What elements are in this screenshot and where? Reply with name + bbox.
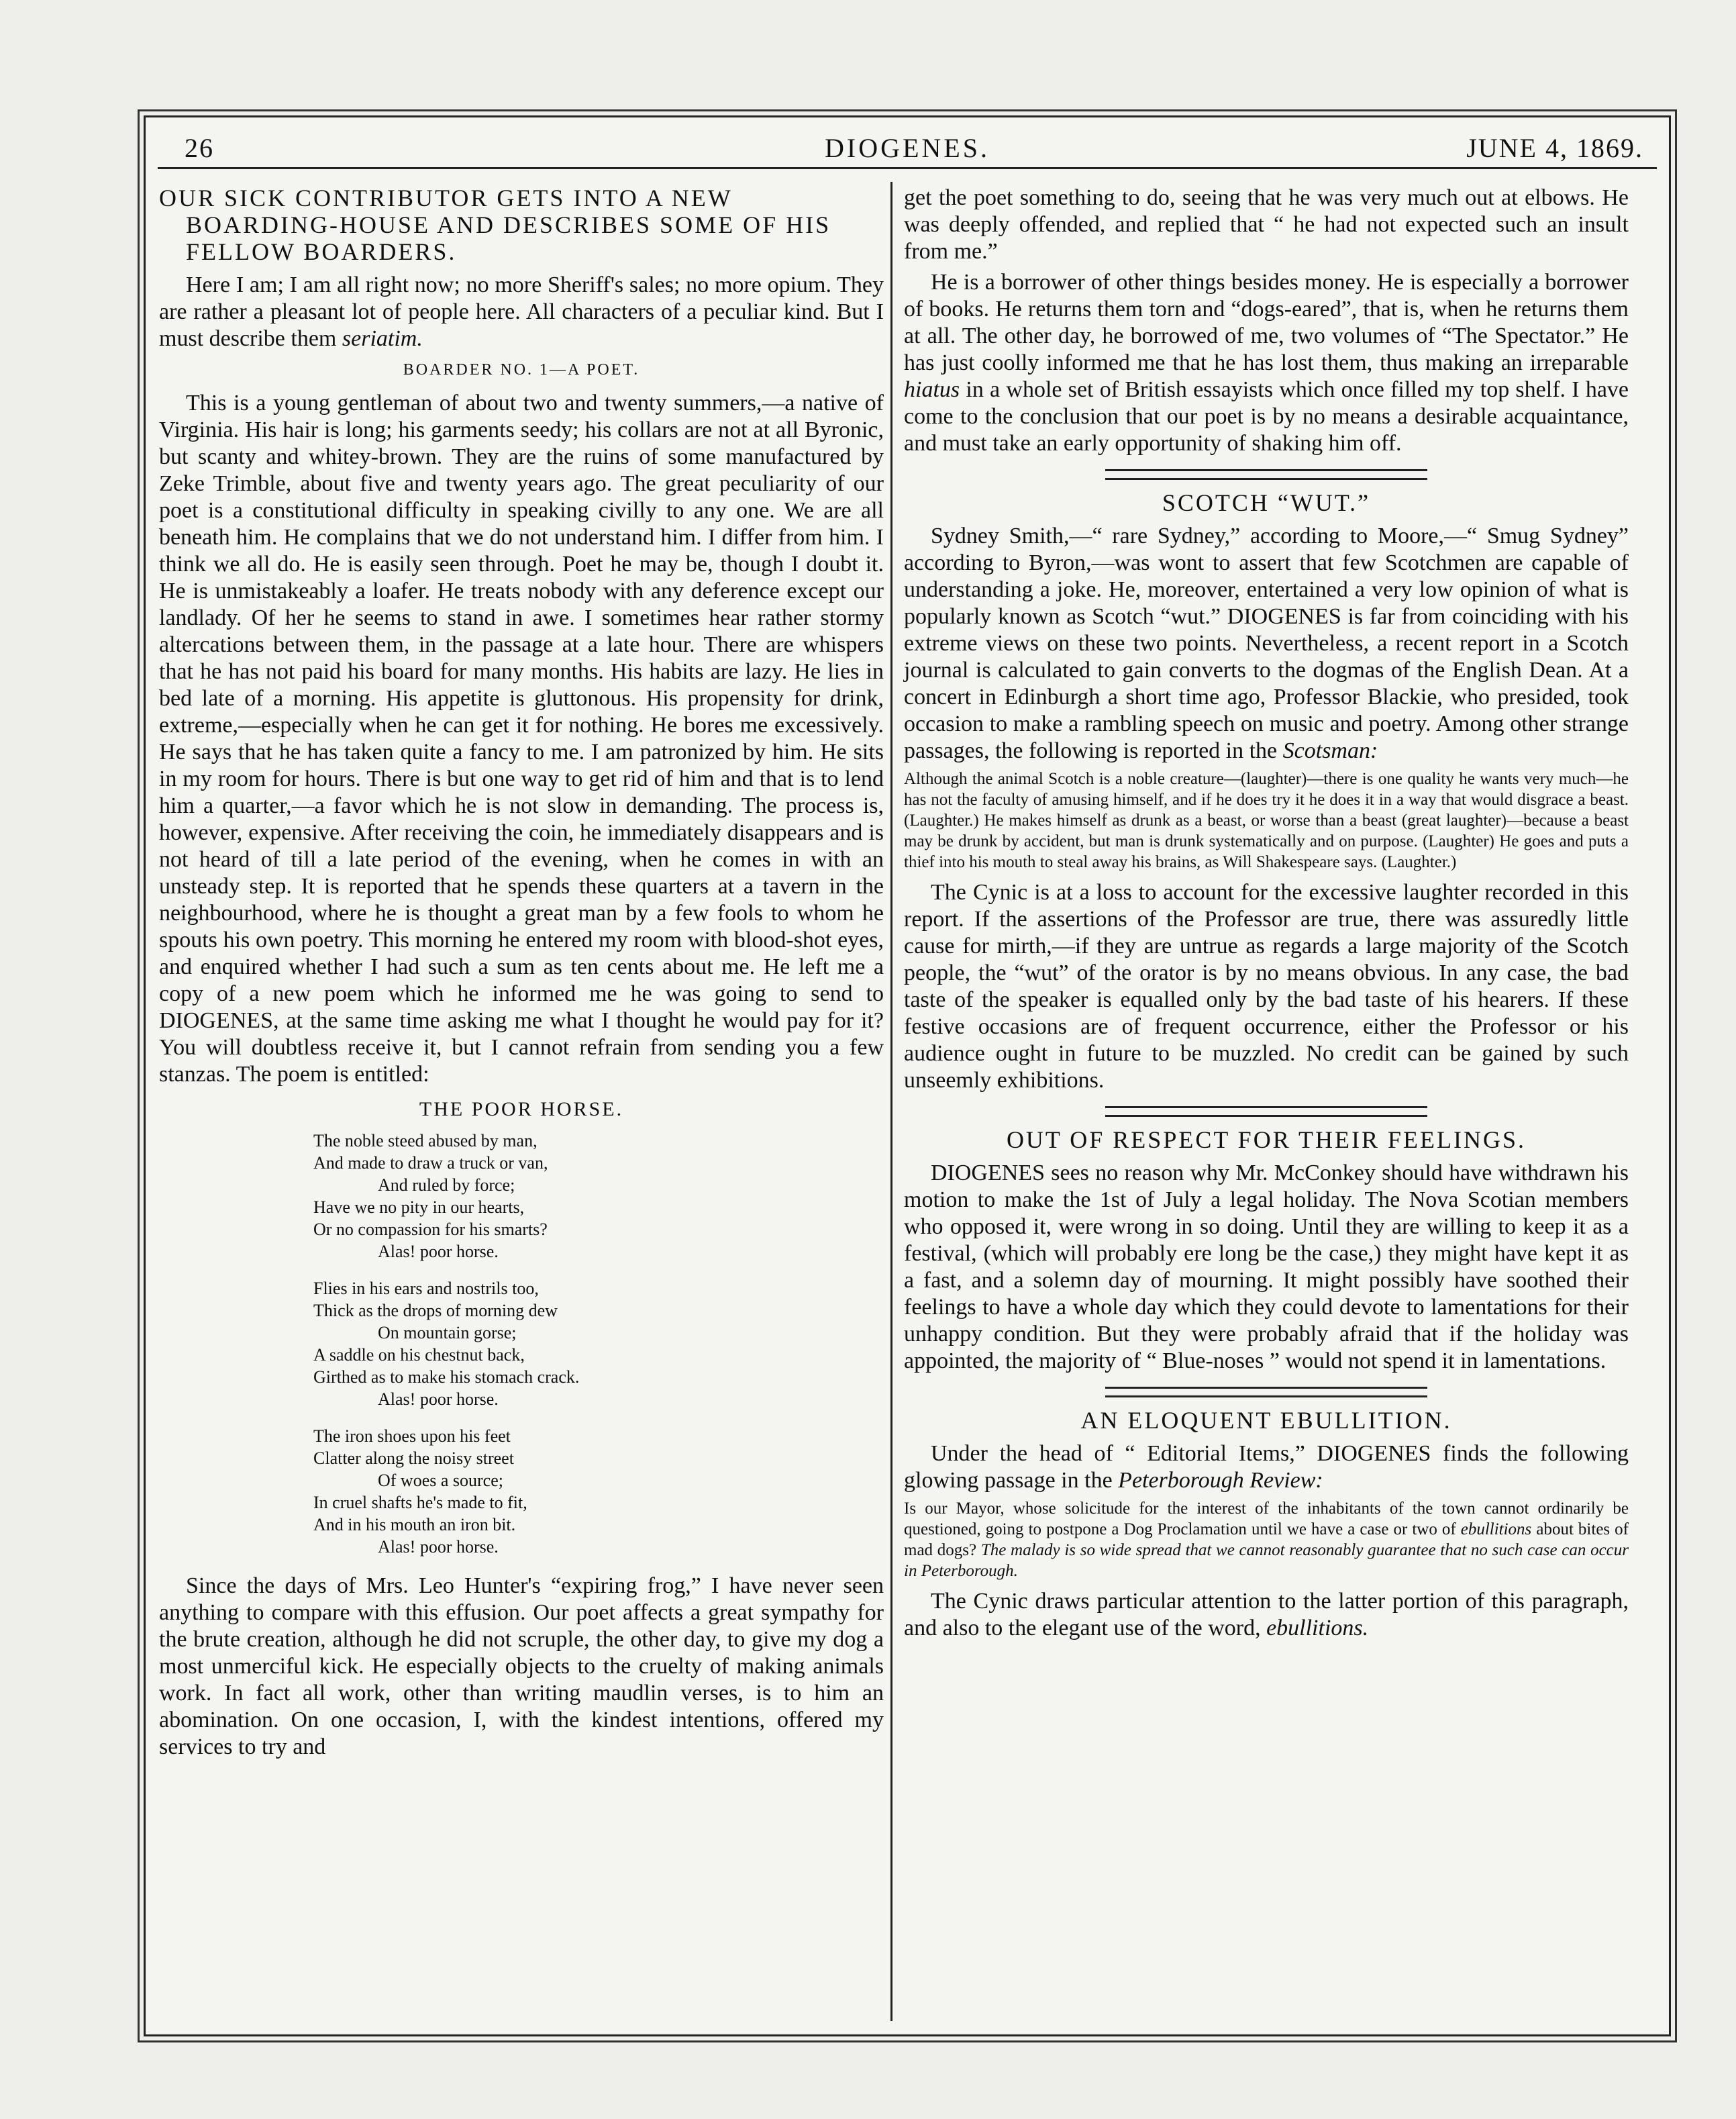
poem-title: THE POOR HORSE. — [419, 1098, 624, 1120]
poem-line: Have we no pity in our hearts, — [313, 1197, 525, 1217]
article-paragraph — [904, 269, 1629, 457]
paragraph-emphasis: seriatim. — [342, 326, 423, 351]
quote-text: Is our Mayor, whose solicitude for the interest of the inhabitants of the town cannot ordinarily be questioned, going to postpone a Dog Proclamation until we have a case or two of — [904, 1499, 1629, 1538]
poem-line: A saddle on his chestnut back, — [313, 1345, 525, 1365]
column-divider — [890, 182, 892, 2021]
page-frame — [144, 115, 1671, 2036]
poem-stanza-2 — [159, 1277, 884, 1410]
article-title-scotch-wut: SCOTCH “WUT.” — [1162, 489, 1371, 516]
page-number: 26 — [185, 133, 214, 163]
poem-stanza-3 — [159, 1425, 884, 1558]
issue-date: JUNE 4, 1869. — [1466, 133, 1643, 163]
paragraph-text: Under the head of “ Editorial Items,” DIOGENES finds the following glowing passage in the — [904, 1441, 1629, 1493]
paragraph-emphasis: Peterborough Review: — [1118, 1468, 1323, 1493]
poem-line: The noble steed abused by man, — [313, 1131, 538, 1150]
paragraph-text: in a whole set of British essayists which once filled my top shelf. I have come to the conclusion that our poet is by no means a desirable acquaintance, and must take an early opportunity of shaking him off. — [904, 377, 1629, 456]
poem-line: On mountain gorse; — [378, 1323, 517, 1342]
poem-line: Or no compassion for his smarts? — [313, 1220, 548, 1239]
article-paragraph — [904, 1588, 1629, 1642]
article-paragraph: DIOGENES sees no reason why Mr. McConkey should have withdrawn his motion to make the 1st of July a legal holiday. The Nova Scotian members who opposed it, were wrong in so doing. Until they are willing to keep it as a festival, (which will probably ere long be the case,) they might have kept it as a fast, and a solemn day of mourning. It might possibly have soothed their feelings to have a whole day which they could devote to lamentations for their unhappy condition. But they were probably afraid that if the holiday was appointed, the majority of “ Blue-noses ” would not spend it in lamentations. — [904, 1161, 1629, 1373]
article-paragraph: get the poet something to do, seeing that he was very much out at elbows. He was deeply offended, and replied that “ he had not expected such an insult from me.” — [904, 185, 1629, 264]
poem-line: Girthed as to make his stomach crack. — [313, 1367, 580, 1387]
article-paragraph: The Cynic is at a loss to account for the excessive laughter recorded in this report. If the assertions of the Professor are true, there was assuredly little cause for mirth,—if they are untrue as regards a large majority of the Scotch people, the “wut” of the orator is by no means obvious. In any case, the bad taste of the speaker is equalled only by the bad taste of his hearers. If these festive occasions are of frequent occurrence, either the Professor or his audience ought in future to be muzzled. No credit can be gained by such unseemly exhibitions. — [904, 880, 1629, 1093]
block-quote — [904, 1498, 1629, 1581]
section-rule — [1105, 469, 1427, 480]
masthead — [158, 127, 1657, 169]
poem-line: And in his mouth an iron bit. — [313, 1515, 516, 1534]
paragraph-text: The Cynic draws particular attention to the latter portion of this paragraph, and also to the elegant use of the word, — [904, 1589, 1629, 1640]
paragraph-emphasis: ebullitions. — [1266, 1616, 1369, 1640]
article-paragraph: This is a young gentleman of about two and twenty summers,—a native of Virginia. His hair is long; his garments seedy; his collars are not at all Byronic, but scanty and whitey-brown. They are the ruins of some manufactured by Zeke Trimble, about five and twenty years ago. The great peculiarity of our poet is a constitutional difficulty in speaking civilly to any one. We are all beneath him. He complains that we do not understand him. I differ from him. I think we all do. He is easily seen through. Poet he may be, though I doubt it. He is unmistakeably a loafer. He treats nobody with any deference except our landlady. Of her he seems to stand in awe. I sometimes hear rather stormy altercations between them, in the passage at a late hour. There are whispers that he has not paid his board for many months. His habits are lazy. He lies in bed late of a morning. His appetite is gluttonous. His propensity for drink, extreme,—especially when he can get it for nothing. He bores me excessively. He says that he has taken quite a fancy to me. I am patronized by him. He sits in my room for hours. There is but one way to get rid of him and that is to lend him a quarter,—a favor which he is not slow in demanding. The process is, however, expensive. After receiving the coin, he immediately disappears and is not heard of till a late period of the evening, when he comes in with an unsteady step. It is reported that he spends these quarters at a tavern in the neighbourhood, where he is thought a great man by a few fools to whom he spouts his own poetry. This morning he entered my room with blood-shot eyes, and enquired whether I had such a sum as ten cents about me. He left me a copy of a new poem which he informed me he was going to send to DIOGENES, at the same time asking me what I thought he would pay for it? You will doubtless receive it, but I cannot refrain from sending you a few stanzas. The poem is entitled: — [159, 391, 884, 1087]
article-title-respect-feelings: OUT OF RESPECT FOR THEIR FEELINGS. — [1006, 1126, 1527, 1153]
paragraph-text: Sydney Smith,—“ rare Sydney,” according to Moore,—“ Smug Sydney” according to Byron,—was wont to assert that few Scotchmen are capable of understanding a joke. He, moreover, entertained a very low opinion of what is popularly known as Scotch “wut.” DIOGENES is far from coinciding with his extreme views on these two points. Nevertheless, a recent report in a Scotch journal is calculated to gain converts to the dogmas of the English Dean. At a concert in Edinburgh a short time ago, Professor Blackie, who presided, took occasion to make a rambling speech on music and poetry. Among other strange passages, the following is reported in the — [904, 524, 1629, 763]
poem-stanza-1 — [159, 1130, 884, 1263]
block-quote: Although the animal Scotch is a noble creature—(laughter)—there is one quality he wants very much—he has not the faculty of amusing himself, and if he does try it he does it in a way that would disgrace a beast. (Laughter.) He makes himself as drunk as a beast, or worse than a beast (great laughter)—because a beast may be drunk by accident, but man is drunk systematically and on purpose. (Laughter) He goes and puts a thief into his mouth to steal away his brains, as Will Shakespeare says. (Laughter.) — [904, 770, 1629, 871]
paragraph-text: Here I am; I am all right now; no more Sheriff's sales; no more opium. They are rather a pleasant lot of people here. All characters of a peculiar kind. But I must describe them — [159, 273, 884, 351]
poem-line: Flies in his ears and nostrils too, — [313, 1279, 539, 1298]
publication-title: DIOGENES. — [825, 133, 990, 163]
article-paragraph: Since the days of Mrs. Leo Hunter's “expiring frog,” I have never seen anything to compare with this effusion. Our poet affects a great sympathy for the brute creation, although he did not scruple, the other day, to give my dog a most unmerciful kick. He especially objects to the cruelty of making animals work. In fact all work, other than writing maudlin verses, is to him an abomination. On one occasion, I, with the kindest intentions, offered my services to try and — [159, 1573, 884, 1759]
article-paragraph — [159, 272, 884, 352]
poem-line: Alas! poor horse. — [378, 1537, 499, 1557]
right-column — [904, 185, 1629, 1646]
poem-line: Of woes a source; — [378, 1471, 503, 1490]
quote-emphasis: ebullitions — [1460, 1520, 1532, 1538]
paragraph-emphasis: hiatus — [904, 377, 960, 402]
article-title-sick-contributor: OUR SICK CONTRIBUTOR GETS INTO A NEW BOARDING-HOUSE AND DESCRIBES SOME OF HIS FELLOW BOARDERS. — [159, 185, 831, 265]
poem-line: The iron shoes upon his feet — [313, 1426, 511, 1446]
poem-line: In cruel shafts he's made to fit, — [313, 1493, 527, 1512]
poem-line: Clatter along the noisy street — [313, 1448, 514, 1468]
poem-line: And ruled by force; — [378, 1175, 515, 1195]
article-paragraph — [904, 1440, 1629, 1494]
quote-text: about bites of mad dogs? — [904, 1520, 1629, 1559]
poem-line: And made to draw a truck or van, — [313, 1153, 548, 1173]
paragraph-emphasis: Scotsman: — [1282, 738, 1378, 763]
paragraph-text: He is a borrower of other things besides money. He is especially a borrower of books. He returns them torn and “dogs-eared”, that is, when he returns them at all. The other day, he borrowed of me, two volumes of “The Spectator.” He has just coolly informed me that he has lost them, thus making an irreparable — [904, 270, 1629, 375]
left-column — [159, 185, 884, 1765]
poem-line: Alas! poor horse. — [378, 1242, 499, 1261]
section-subhead: BOARDER NO. 1—A POET. — [403, 361, 640, 379]
poem-line: Thick as the drops of morning dew — [313, 1301, 558, 1320]
quote-emphasis: The malady is so wide spread that we cannot reasonably guarantee that no such case can occur in Peterborough. — [904, 1541, 1629, 1580]
poem-line: Alas! poor horse. — [378, 1389, 499, 1409]
article-paragraph — [904, 523, 1629, 765]
section-rule — [1105, 1387, 1427, 1397]
article-title-eloquent-ebullition: AN ELOQUENT EBULLITION. — [1080, 1407, 1452, 1434]
section-rule — [1105, 1106, 1427, 1117]
